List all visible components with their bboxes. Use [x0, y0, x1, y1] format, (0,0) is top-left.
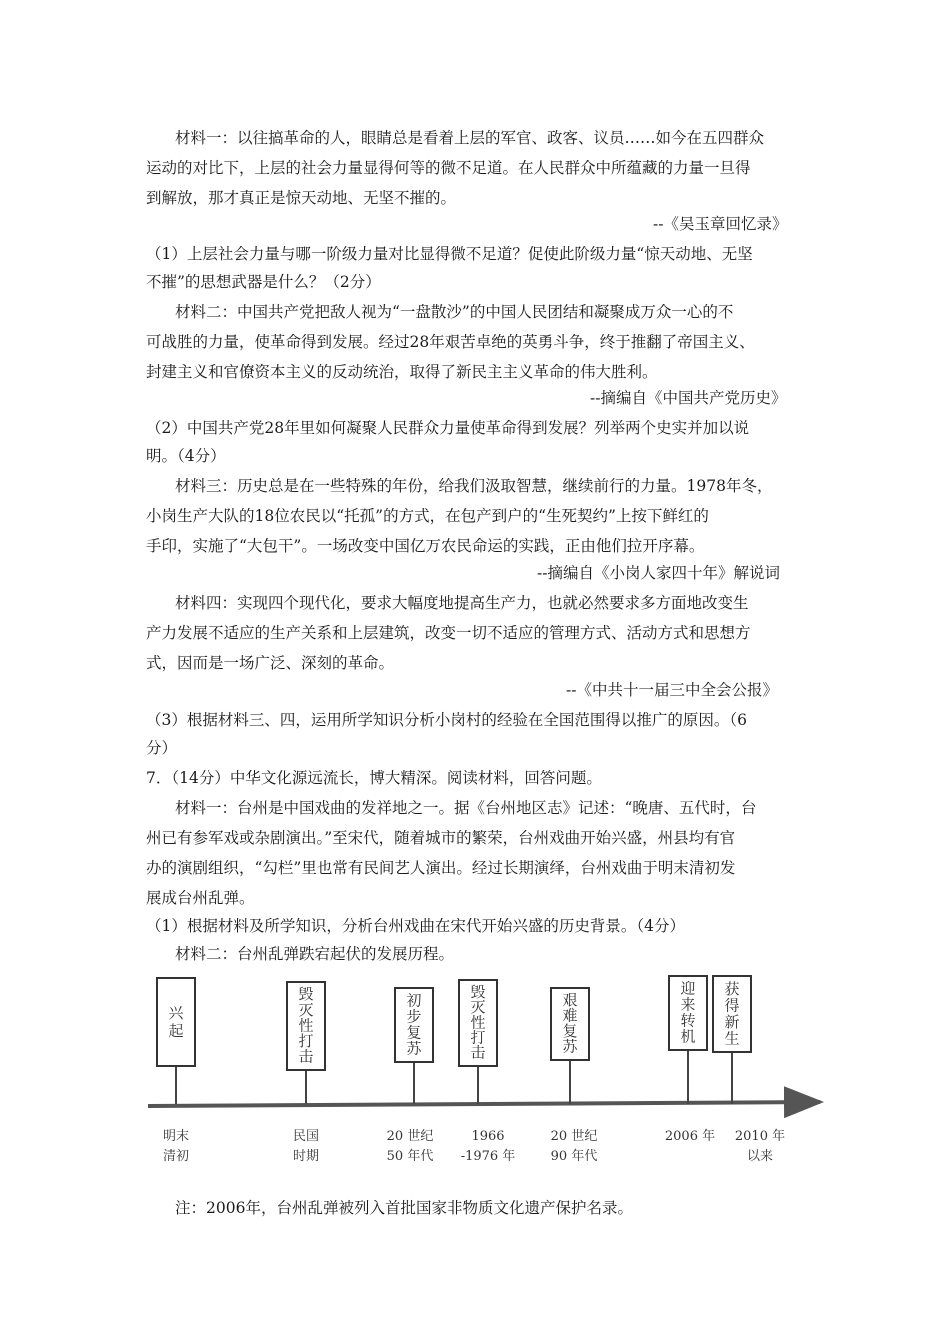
stage-date-label: 2010 年	[734, 1129, 786, 1144]
timeline-stage	[459, 980, 515, 1164]
stage-banner-char: 难	[562, 1006, 578, 1025]
source-3: --摘编自《小岗人家四十年》解说词	[537, 564, 780, 582]
material-1-line-2: 运动的对比下，上层的社会力量显得何等的微不足道。在人民群众中所蕴藏的力量一旦得	[146, 159, 751, 177]
stage-banner-char: 击	[298, 1047, 314, 1066]
stage-date-label: 90 年代	[550, 1149, 598, 1164]
material-6-intro: 材料二：台州乱弹跌宕起伏的发展历程。	[175, 945, 455, 963]
material-2-line-1: 材料二：中国共产党把敌人视为“一盘散沙”的中国人民团结和凝聚成万众一心的不	[175, 303, 734, 321]
question-3-line-2: 分）	[146, 739, 178, 757]
stage-date-label: 以来	[746, 1149, 774, 1164]
stage-banner-char: 复	[406, 1023, 422, 1042]
stage-date-label: 20 世纪	[386, 1129, 434, 1144]
material-2-line-2: 可战胜的力量，使革命得到发展。经过28年艰苦卓绝的英勇斗争，终于推翻了帝国主义、	[146, 333, 755, 351]
timeline-diagram	[0, 962, 949, 1202]
stage-banner-char: 生	[724, 1029, 740, 1048]
question-3-line-1: （3）根据材料三、四，运用所学知识分析小岗村的经验在全国范围得以推广的原因。（6	[146, 711, 747, 729]
material-2-line-3: 封建主义和官僚资本主义的反动统治，取得了新民主主义革命的伟大胜利。	[146, 363, 658, 381]
timeline-stage	[287, 982, 325, 1164]
stage-date-label: 清初	[162, 1149, 190, 1164]
stage-date-label: 明末	[162, 1129, 190, 1144]
material-4-line-3: 式，因而是一场广泛、深刻的革命。	[146, 654, 395, 672]
stage-banner-char: 来	[680, 995, 696, 1014]
question-7-heading: 7．（14分）中华文化源远流长，博大精深。阅读材料，回答问题。	[146, 769, 602, 787]
material-4-line-2: 产力发展不适应的生产关系和上层建筑，改变一切不适应的管理方式、活动方式和思想方	[146, 624, 751, 642]
stage-banner-char: 苏	[562, 1037, 578, 1056]
stage-banner-char: 机	[680, 1027, 696, 1046]
stage-banner-char: 得	[724, 996, 740, 1015]
material-3-line-2: 小岗生产大队的18位农民以“托孤”的方式，在包产到户的“生死契约”上按下鲜红的	[146, 507, 709, 525]
stage-banner-char: 打	[298, 1031, 314, 1050]
stage-date-label: 1966	[471, 1129, 505, 1144]
stage-banner-char: 击	[470, 1043, 486, 1062]
timeline-stages	[157, 976, 785, 1164]
stage-banner-char: 毁	[298, 985, 314, 1004]
stage-date-label: 民国	[292, 1129, 320, 1144]
question-2-line-1: （2）中国共产党28年里如何凝聚人民群众力量使革命得到发展？列举两个史实并加以说	[146, 419, 750, 437]
timeline-stage	[713, 976, 785, 1164]
stage-date-label: -1976 年	[460, 1149, 516, 1164]
timeline-axis	[148, 1102, 820, 1106]
stage-banner-char: 苏	[406, 1039, 422, 1058]
stage-banner-char: 起	[168, 1022, 184, 1041]
stage-banner-char: 步	[406, 1007, 422, 1026]
stage-date-label: 2006 年	[664, 1129, 716, 1144]
stage-banner-char: 打	[470, 1028, 486, 1047]
material-3-line-3: 手印，实施了“大包干”。一场改变中国亿万农民命运的实践，正由他们拉开序幕。	[146, 537, 705, 555]
stage-banner-char: 兴	[168, 1004, 184, 1023]
stage-banner-char: 灭	[470, 998, 486, 1017]
material-4-line-1: 材料四：实现四个现代化，要求大幅度地提高生产力，也就必然要求多方面地改变生	[175, 594, 749, 612]
stage-banner-char: 迎	[680, 979, 696, 998]
stage-banner-char: 性	[298, 1016, 314, 1035]
stage-banner-char: 毁	[470, 982, 486, 1001]
timeline-stage	[665, 976, 715, 1144]
source-1: --《吴玉章回忆录》	[653, 215, 788, 233]
question-1-line-1: （1）上层社会力量与哪一阶级力量对比显得微不足道？促使此阶级力量“惊天动地、无坚	[146, 245, 753, 263]
material-5-line-1: 材料一：台州是中国戏曲的发祥地之一。据《台州地区志》记述：“晚唐、五代时，台	[175, 799, 757, 817]
material-5-line-3: 办的演剧组织，“勾栏”里也常有民间艺人演出。经过长期演绎，台州戏曲于明末清初发	[146, 859, 736, 877]
stage-date-label: 20 世纪	[550, 1129, 598, 1144]
material-3-line-1: 材料三：历史总是在一些特殊的年份，给我们汲取智慧，继续前行的力量。1978年冬，	[175, 477, 773, 495]
question-1-line-2: 不摧”的思想武器是什么？（2分）	[146, 273, 381, 291]
stage-banner-char: 艰	[562, 991, 578, 1010]
stage-banner-char: 灭	[298, 1000, 314, 1019]
stage-banner-char: 性	[470, 1013, 486, 1032]
stage-banner-char: 复	[562, 1022, 578, 1041]
source-2: --摘编自《中国共产党历史》	[590, 389, 787, 407]
material-5-line-4: 展成台州乱弹。	[146, 889, 255, 907]
stage-banner-char: 获	[724, 979, 740, 998]
timeline-stage	[387, 988, 434, 1164]
stage-date-label: 50 年代	[386, 1149, 434, 1164]
stage-banner-char: 新	[724, 1012, 740, 1031]
stage-banner-char: 初	[406, 991, 422, 1010]
material-1-line-3: 到解放，那才真正是惊天动地、无坚不摧的。	[146, 189, 457, 207]
timeline-stage	[157, 978, 195, 1164]
source-4: --《中共十一届三中全会公报》	[566, 681, 778, 699]
note-line: 注：2006年，台州乱弹被列入首批国家非物质文化遗产保护名录。	[175, 1199, 633, 1217]
question-2-line-2: 明。（4分）	[146, 447, 226, 465]
material-5-line-2: 州已有参军戏或杂剧演出。”至宋代，随着城市的繁荣，台州戏曲开始兴盛，州县均有官	[146, 829, 736, 847]
material-1-line-1: 材料一：以往搞革命的人，眼睛总是看着上层的军官、政客、议员……如今在五四群众	[175, 129, 765, 147]
question-7-1: （1）根据材料及所学知识，分析台州戏曲在宋代开始兴盛的历史背景。（4分）	[146, 917, 685, 935]
stage-banner-char: 转	[680, 1011, 696, 1030]
stage-date-label: 时期	[292, 1149, 320, 1164]
timeline-stage	[551, 988, 598, 1164]
